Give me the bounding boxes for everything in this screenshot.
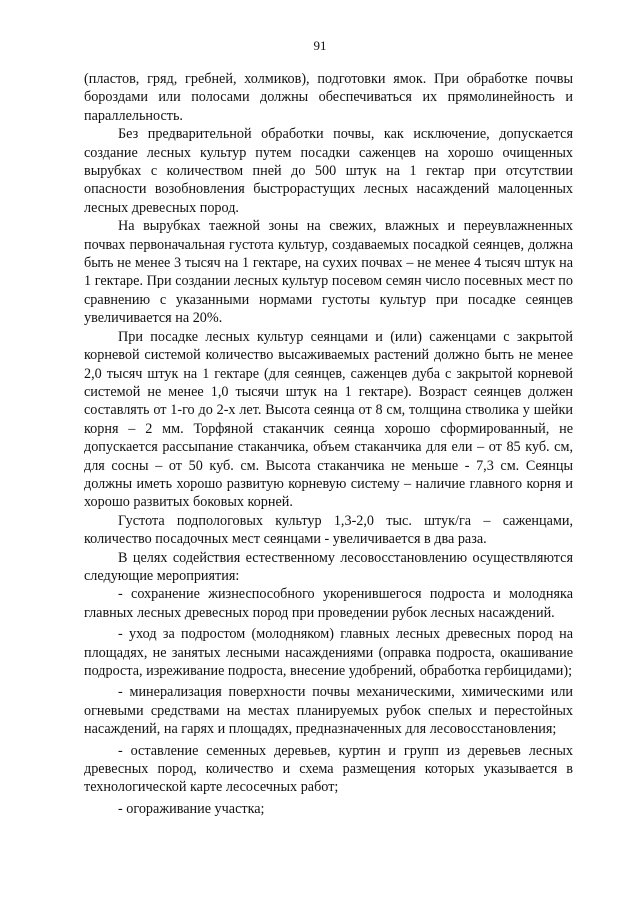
paragraph-no-soil-preparation: Без предварительной обработки почвы, как исключение, допускается создание лесных культур путем посадки саженцев на хорошо очищенных вырубках с количеством пней до 500 штук на 1 гектар при отсутствии опасности возобновления быстрорастущих лесных насаждений малоценных лесных древесных пород. — [84, 126, 573, 216]
body-text — [84, 70, 573, 818]
page-number: 91 — [313, 38, 327, 53]
list-item: - сохранение жизнеспособного укоренившегося подроста и молодняка главных лесных древесных пород при проведении рубок лесных насаждений. — [84, 586, 573, 621]
list-item: - уход за подростом (молодняком) главных лесных древесных пород на площадях, не занятых лесными насаждениями (оправка подроста, окашивание подроста, изреживание подроста, внесение удобрений, обработка гербицидами); — [84, 626, 573, 679]
list-item: - оставление семенных деревьев, куртин и групп из деревьев лесных древесных пород, количество и схема размещения которых указывается в технологической карте лесосечных работ; — [84, 742, 573, 796]
paragraph-continuation: (пластов, гряд, гребней, холмиков), подготовки ямок. При обработке почвы бороздами или полосами должны обеспечиваться их прямолинейность и параллельность. — [84, 71, 573, 124]
paragraph-taiga-density: На вырубках таежной зоны на свежих, влажных и переувлажненных почвах первоначальная густота культур, создаваемых посадкой сеянцев, должна быть не менее 3 тысяч на 1 гектаре, на сухих почвах – не менее 4 тысяч штук на 1 гектаре. При создании лесных культур посевом семян число посевных мест по сравнению с указанными нормами густоты культур при посадке сеянцев увеличивается на 20%. — [84, 218, 573, 327]
list-item: - минерализация поверхности почвы механическими, химическими или огневыми средствами на местах планируемых рубок спелых и перестойных насаждений, на гарях и площадях, предназначенных для лесовосстановления; — [84, 684, 573, 738]
paragraph-undercanopy-density: Густота подпологовых культур 1,3-2,0 тыс. штук/га – саженцами, количество посадочных мест сеянцами - увеличивается в два раза. — [84, 512, 573, 548]
paragraph-natural-regeneration-intro: В целях содействия естественному лесовосстановлению осуществляются следующие мероприятия: — [84, 549, 573, 584]
paragraph-closed-root-system: При посадке лесных культур сеянцами и (или) саженцами с закрытой корневой системой количество высаживаемых растений должно быть не менее 2,0 тысяч штук на 1 гектаре (для сеянцев, саженцев дуба с закрытой корневой системой не менее 1,0 тысячи штук на 1 гектаре). Возраст сеянцев должен составлять от 1-го до 2-х лет. Высота сеянца от 8 см, толщина стволика у шейки корня – 2 мм. Торфяной стаканчик сеянца хорошо сформированный, не допускается рассыпание стаканчика, объем стаканчика для ели – от 85 куб. см, для сосны – от 50 куб. см. Высота стаканчика не меньше - 7,3 см. Сеянцы должны иметь хорошо развитую корневую систему – наличие главного корня и хорошо развитых боковых корней. — [84, 328, 573, 511]
list-item: - огораживание участка; — [118, 800, 265, 817]
